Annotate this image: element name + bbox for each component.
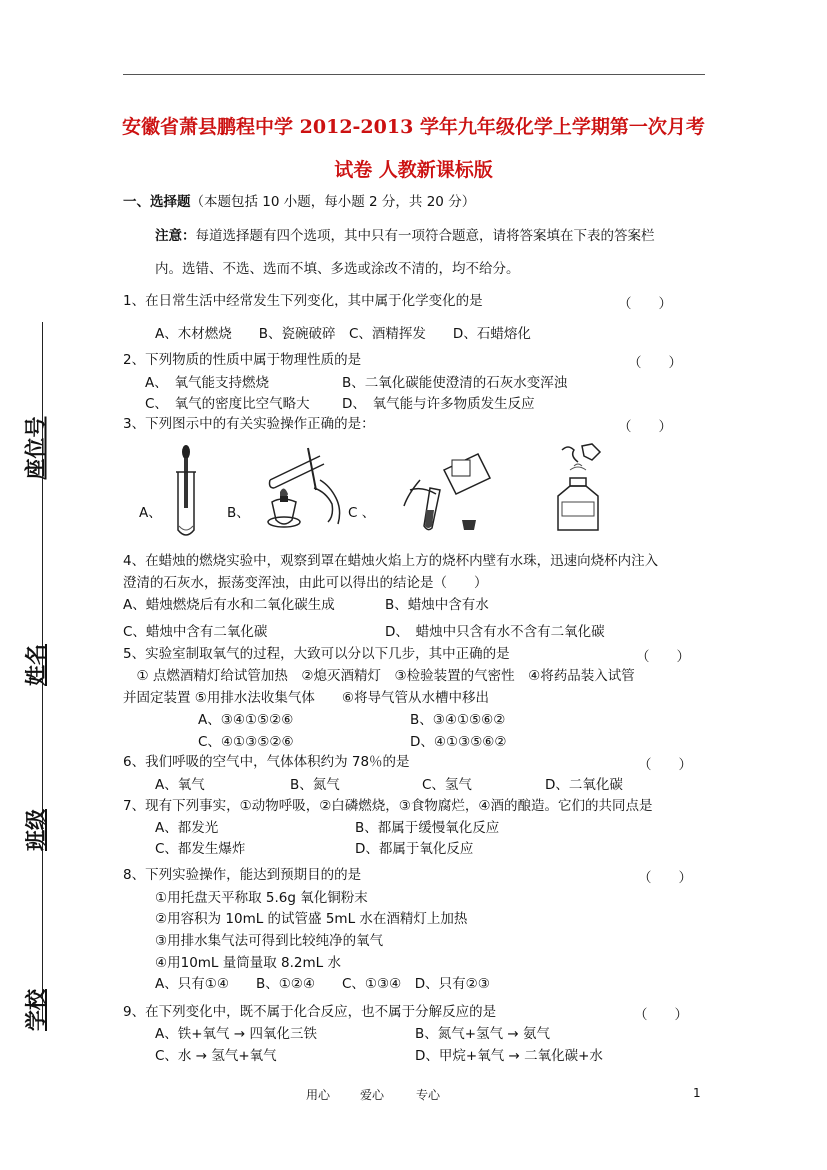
q4-option-c: C、蜡烛中含有二氧化碳: [123, 624, 268, 640]
q5-option-c: C、④①③⑤②⑥: [198, 734, 294, 750]
q1-stem: 1、在日常生活中经常发生下列变化，其中属于化学变化的是: [123, 293, 483, 309]
q2-option-a: A、 氧气能支持燃烧: [145, 375, 269, 391]
q8-statement-2: ②用容积为 10mL 的试管盛 5mL 水在酒精灯上加热: [155, 911, 468, 927]
q3-label-a: A、: [139, 505, 162, 521]
page-title-line1: 安徽省萧县鹏程中学 2012-2013 学年九年级化学上学期第一次月考: [122, 116, 705, 138]
q4-option-a: A、蜡烛燃烧后有水和二氧化碳生成: [123, 597, 335, 613]
q9-option-c: C、水 → 氢气+氧气: [155, 1048, 277, 1064]
school-label: 学校: [23, 989, 48, 1031]
section-heading-title: 一、选择题: [123, 194, 191, 210]
q9-stem: 9、在下列变化中，既不属于化合反应，也不属于分解反应的是: [123, 1004, 497, 1020]
footer-text-1: 用心: [306, 1088, 331, 1102]
q9-option-b: B、氮气+氢气 → 氨气: [415, 1026, 550, 1042]
header-rule: [123, 74, 705, 75]
q8-stem: 8、下列实验操作，能达到预期目的的是: [123, 867, 362, 883]
class-label: 班级: [23, 809, 48, 851]
q6-option-b: B、氮气: [290, 777, 340, 793]
q9-answer-blank[interactable]: （ ）: [634, 1007, 688, 1023]
footer-text-3: 专心: [416, 1088, 441, 1102]
q6-option-c: C、氢气: [422, 777, 472, 793]
q6-option-d: D、二氧化碳: [545, 777, 623, 793]
q5-answer-blank[interactable]: （ ）: [636, 649, 690, 665]
q2-answer-blank[interactable]: （ ）: [628, 355, 682, 371]
q7-option-a: A、都发光: [155, 820, 219, 836]
q6-answer-blank[interactable]: （ ）: [638, 757, 692, 773]
q2-stem: 2、下列物质的性质中属于物理性质的是: [123, 352, 362, 368]
q6-stem: 6、我们呼吸的空气中，气体体积约为 78％的是: [123, 754, 410, 770]
q3-figure-b-heating-icon: [258, 440, 350, 530]
q3-stem: 3、下列图示中的有关实验操作正确的是：: [123, 416, 375, 432]
q8-answer-blank[interactable]: （ ）: [638, 870, 692, 886]
page-number: 1: [693, 1086, 701, 1100]
q8-statement-3: ③用排水集气法可得到比较纯净的氧气: [155, 933, 384, 949]
section-heading-note: （本题包括 10 小题，每小题 2 分，共 20 分）: [190, 194, 476, 210]
q3-figure-a-dropper-icon: [170, 442, 202, 542]
q3-figure-c-pouring-icon: [400, 450, 500, 535]
q7-option-c: C、都发生爆炸: [155, 841, 246, 857]
q4-stem-line1: 4、在蜡烛的燃烧实验中，观察到罩在蜡烛火焰上方的烧杯内壁有水珠，迅速向烧杯内注入: [123, 553, 659, 569]
q5-option-d: D、④①③⑤⑥②: [410, 734, 507, 750]
q4-option-d: D、 蜡烛中只含有水不含有二氧化碳: [385, 624, 605, 640]
q3-answer-blank[interactable]: （ ）: [618, 419, 672, 435]
q6-option-a: A、氧气: [155, 777, 205, 793]
q5-steps-line1: ① 点燃酒精灯给试管加热 ②熄灭酒精灯 ③检验装置的气密性 ④将药品装入试管: [123, 668, 635, 684]
q5-steps-line2: 并固定装置 ⑤用排水法收集气体 ⑥将导气管从水槽中移出: [123, 690, 489, 706]
q2-option-b: B、二氧化碳能使澄清的石灰水变浑浊: [342, 375, 568, 391]
q5-stem: 5、实验室制取氧气的过程，大致可以分以下几步，其中正确的是: [123, 646, 510, 662]
q7-stem: 7、现有下列事实，①动物呼吸，②白磷燃烧，③食物腐烂，④酒的酿造。它们的共同点是: [123, 798, 653, 814]
q8-options: A、只有①④ B、①②④ C、①③④ D、只有②③: [155, 976, 490, 992]
instructions-text1: 每道选择题有四个选项，其中只有一项符合题意，请将答案填在下表的答案栏: [195, 228, 655, 244]
seat-number-label: 座位号: [22, 416, 48, 480]
section-heading: [123, 193, 475, 211]
q1-answer-blank[interactable]: （ ）: [618, 296, 672, 312]
q8-statement-4: ④用10mL 量筒量取 8.2mL 水: [155, 955, 341, 971]
q3-figure-d-bottle-icon: [548, 442, 610, 534]
q5-option-b: B、③④①⑤⑥②: [410, 712, 506, 728]
q3-label-b: B、: [227, 505, 250, 521]
q5-option-a: A、③④①⑤②⑥: [198, 712, 294, 728]
q1-options: A、木材燃烧 B、瓷碗破碎 C、酒精挥发 D、石蜡熔化: [155, 326, 531, 342]
q2-option-d: D、 氧气能与许多物质发生反应: [342, 396, 535, 412]
q2-option-c: C、 氧气的密度比空气略大: [145, 396, 310, 412]
page-title-line2: 试卷 人教新课标版: [334, 159, 493, 181]
q9-option-a: A、铁+氧气 → 四氧化三铁: [155, 1026, 317, 1042]
instructions-line1: [155, 227, 655, 245]
footer-text-2: 爱心: [360, 1088, 385, 1102]
instructions-label: 注意：: [155, 228, 196, 244]
q4-option-b: B、蜡烛中含有水: [385, 597, 489, 613]
q9-option-d: D、甲烷+氧气 → 二氧化碳+水: [415, 1048, 603, 1064]
q7-option-b: B、都属于缓慢氧化反应: [355, 820, 500, 836]
q7-option-d: D、都属于氧化反应: [355, 841, 474, 857]
q8-statement-1: ①用托盘天平称取 5.6g 氧化铜粉末: [155, 890, 368, 906]
instructions-line2: 内。选错、不选、选而不填、多选或涂改不清的，均不给分。: [155, 261, 520, 277]
name-label: 姓名: [23, 644, 48, 686]
q3-label-c: C 、: [348, 505, 376, 521]
q4-stem-line2: 澄清的石灰水，振荡变浑浊，由此可以得出的结论是（ ）: [123, 575, 488, 591]
